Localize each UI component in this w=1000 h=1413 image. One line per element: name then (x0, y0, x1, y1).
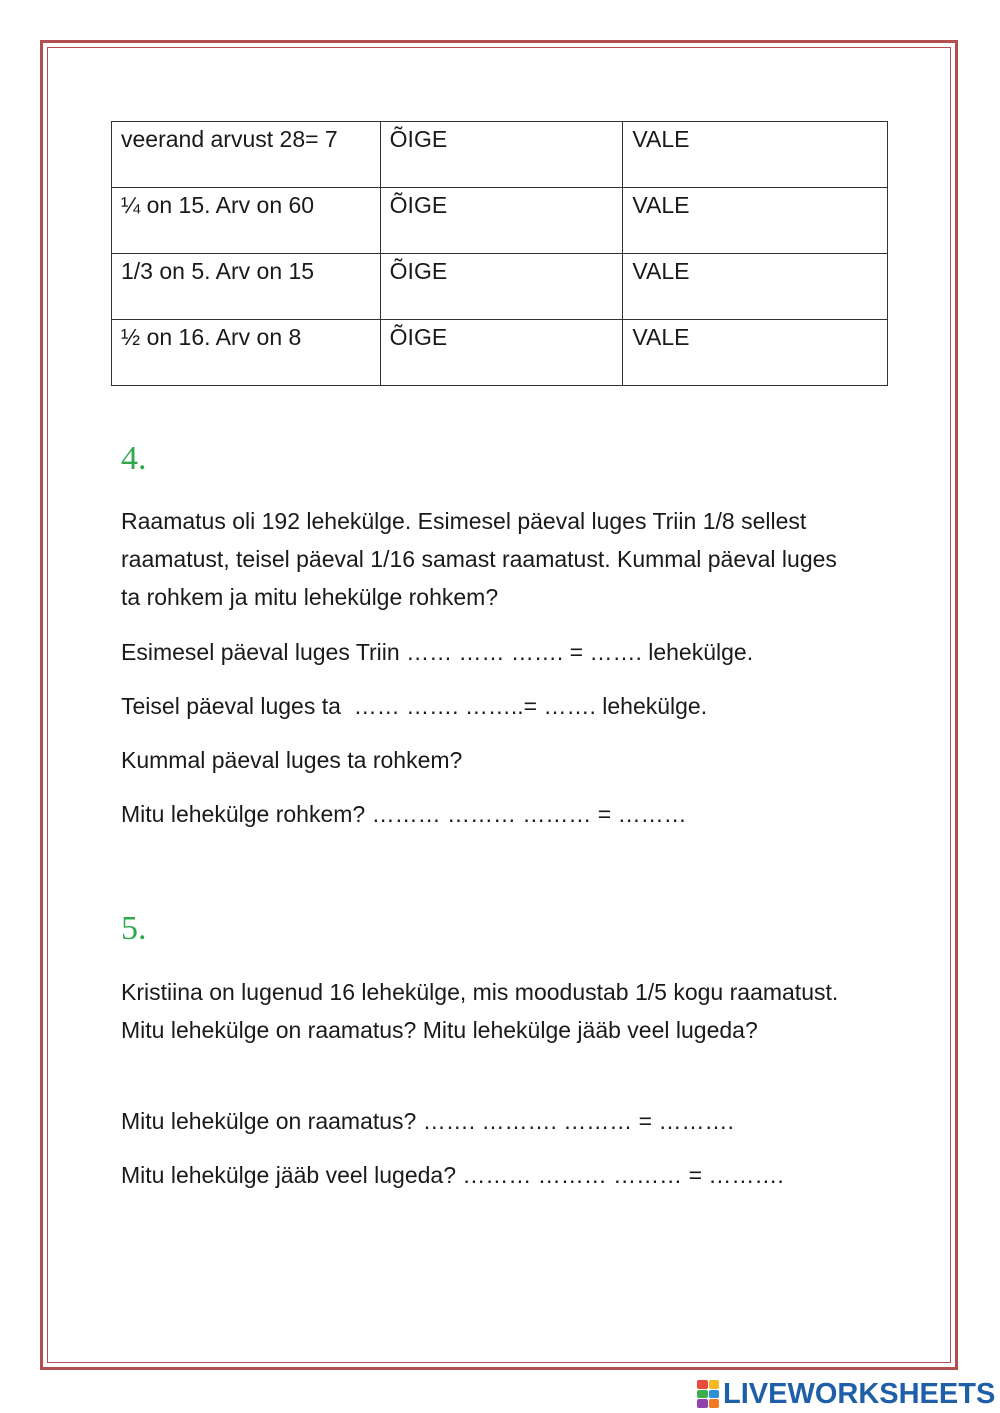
section-4-number: 4. (121, 440, 147, 477)
true-option[interactable]: ÕIGE (380, 188, 623, 254)
section-5-number: 5. (121, 910, 147, 947)
section-4-answer-line-3: Mitu lehekülge rohkem? ……… ……… ……… = ……… (121, 801, 687, 827)
statement-cell: 1/3 on 5. Arv on 15 (112, 254, 381, 320)
true-option[interactable]: ÕIGE (380, 320, 623, 386)
section-5-problem: Kristiina on lugenud 16 lehekülge, mis moodustab 1/5 kogu raamatust. Mitu lehekülge on raamatus? Mitu lehekülge jääb veel lugeda? (121, 979, 839, 1043)
false-option[interactable]: VALE (623, 254, 888, 320)
section-5-answer-line-1: Mitu lehekülge on raamatus? ……. ………. ……… = ………. (121, 1108, 734, 1134)
false-option[interactable]: VALE (623, 320, 888, 386)
table-row (112, 254, 888, 320)
false-option[interactable]: VALE (623, 122, 888, 188)
logo-text: LIVEWORKSHEETS (723, 1377, 996, 1410)
statement-cell: veerand arvust 28= 7 (112, 122, 381, 188)
section-4-problem: Raamatus oli 192 lehekülge. Esimesel päeval luges Triin 1/8 sellest raamatust, teisel päeval 1/16 samast raamatust. Kummal päeval luges ta rohkem ja mitu lehekülge rohkem? (121, 508, 837, 610)
section-4-question-line: Kummal päeval luges ta rohkem? (121, 747, 463, 773)
table-row (112, 122, 888, 188)
false-option[interactable]: VALE (623, 188, 888, 254)
section-5-answer-line-2: Mitu lehekülge jääb veel lugeda? ……… ……… ……… = ………. (121, 1162, 784, 1188)
table-row (112, 188, 888, 254)
section-4-answer-line-2: Teisel päeval luges ta …… ……. ……..= ……. lehekülge. (121, 693, 708, 719)
true-option[interactable]: ÕIGE (380, 254, 623, 320)
liveworksheets-logo-icon (697, 1380, 719, 1408)
statement-cell: ¼ on 15. Arv on 60 (112, 188, 381, 254)
statement-cell: ½ on 16. Arv on 8 (112, 320, 381, 386)
table-row (112, 320, 888, 386)
section-4-answer-line-1: Esimesel päeval luges Triin …… …… ……. = ……. lehekülge. (121, 639, 754, 665)
liveworksheets-logo[interactable] (697, 1377, 995, 1411)
true-false-table (111, 121, 888, 386)
true-option[interactable]: ÕIGE (380, 122, 623, 188)
